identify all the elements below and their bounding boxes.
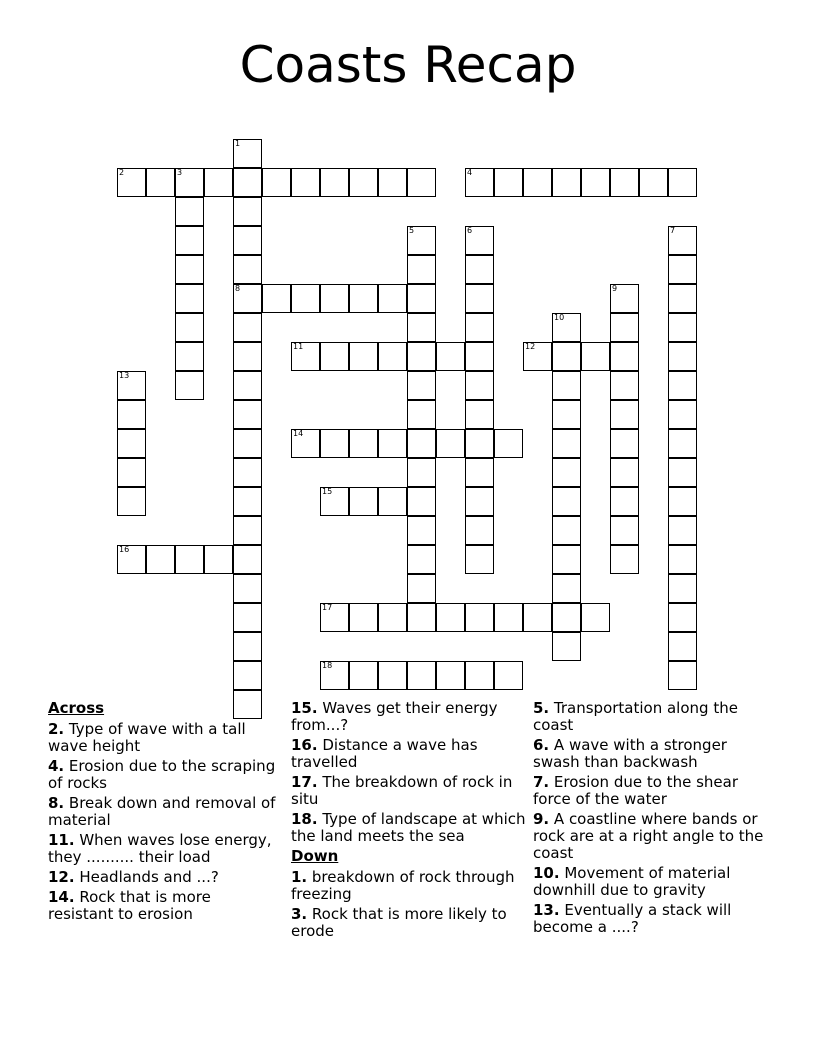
grid-cell[interactable]: [465, 661, 494, 690]
clue-text: Eventually a stack will become a ....?: [533, 901, 732, 936]
clue-text: Waves get their energy from...?: [291, 699, 498, 734]
grid-cell[interactable]: [668, 574, 697, 603]
grid-cell[interactable]: [552, 371, 581, 400]
clue-label: 8.: [48, 794, 65, 812]
across-clue: [48, 758, 278, 792]
grid-cell[interactable]: [407, 603, 436, 632]
grid-cell[interactable]: [668, 371, 697, 400]
down-clue: [533, 902, 773, 936]
grid-cell[interactable]: [610, 487, 639, 516]
grid-cell[interactable]: [552, 168, 581, 197]
grid-cell[interactable]: [378, 487, 407, 516]
grid-cell[interactable]: [378, 661, 407, 690]
grid-cell[interactable]: [378, 342, 407, 371]
grid-cell[interactable]: [233, 661, 262, 690]
grid-cell[interactable]: [552, 342, 581, 371]
grid-cell[interactable]: [668, 458, 697, 487]
grid-cell[interactable]: [320, 487, 349, 516]
clue-text: Type of wave with a tall wave height: [48, 720, 246, 755]
grid-cell[interactable]: [233, 284, 262, 313]
grid-cell[interactable]: [117, 168, 146, 197]
grid-cell[interactable]: [668, 284, 697, 313]
grid-cell[interactable]: [175, 168, 204, 197]
grid-cell[interactable]: [407, 458, 436, 487]
clue-label: 15.: [291, 699, 318, 717]
grid-cell[interactable]: [465, 168, 494, 197]
grid-cell[interactable]: [117, 400, 146, 429]
grid-cell[interactable]: [233, 603, 262, 632]
clue-number: 10: [554, 313, 565, 322]
clue-text: Erosion due to the shear force of the water: [533, 773, 738, 808]
grid-cell[interactable]: [523, 342, 552, 371]
clue-number: 12: [525, 342, 536, 351]
grid-cell[interactable]: [175, 545, 204, 574]
grid-cell[interactable]: [233, 139, 262, 168]
grid-cell[interactable]: [233, 516, 262, 545]
grid-cell[interactable]: [610, 342, 639, 371]
across-clue: [48, 795, 278, 829]
grid-cell[interactable]: [407, 516, 436, 545]
grid-cell[interactable]: [175, 371, 204, 400]
grid-cell[interactable]: [291, 284, 320, 313]
grid-cell[interactable]: [291, 342, 320, 371]
grid-cell[interactable]: [407, 313, 436, 342]
clue-label: 7.: [533, 773, 550, 791]
clue-label: 9.: [533, 810, 550, 828]
grid-cell[interactable]: [610, 313, 639, 342]
grid-cell[interactable]: [494, 661, 523, 690]
grid-cell[interactable]: [117, 487, 146, 516]
grid-cell[interactable]: [233, 226, 262, 255]
clue-label: 13.: [533, 901, 560, 919]
across-clue: [291, 811, 526, 845]
grid-cell[interactable]: [465, 603, 494, 632]
across-clue: [48, 832, 278, 866]
grid-cell[interactable]: [436, 603, 465, 632]
grid-cell[interactable]: [233, 632, 262, 661]
grid-cell[interactable]: [349, 342, 378, 371]
grid-cell[interactable]: [523, 603, 552, 632]
grid-cell[interactable]: [320, 429, 349, 458]
grid-cell[interactable]: [552, 458, 581, 487]
grid-cell[interactable]: [175, 255, 204, 284]
across-clue: [48, 889, 278, 923]
grid-cell[interactable]: [407, 255, 436, 284]
across-clues-part-1: [48, 721, 278, 923]
grid-cell[interactable]: [581, 168, 610, 197]
grid-cell[interactable]: [610, 458, 639, 487]
down-clues-part-1: [291, 869, 526, 940]
grid-cell[interactable]: [610, 371, 639, 400]
clue-text: Transportation along the coast: [533, 699, 738, 734]
grid-cell[interactable]: [610, 429, 639, 458]
grid-cell[interactable]: [552, 574, 581, 603]
clue-label: 12.: [48, 868, 75, 886]
clue-label: 17.: [291, 773, 318, 791]
across-clue: [48, 869, 278, 886]
grid-cell[interactable]: [204, 168, 233, 197]
grid-cell[interactable]: [465, 545, 494, 574]
down-heading: Down: [291, 847, 339, 865]
clue-text: The breakdown of rock in situ: [291, 773, 513, 808]
clue-label: 3.: [291, 905, 308, 923]
grid-cell[interactable]: [407, 429, 436, 458]
grid-cell[interactable]: [117, 429, 146, 458]
grid-cell[interactable]: [668, 487, 697, 516]
grid-cell[interactable]: [378, 603, 407, 632]
grid-cell[interactable]: [233, 313, 262, 342]
clue-number: 4: [467, 168, 473, 177]
clue-text: A coastline where bands or rock are at a right angle to the coast: [533, 810, 764, 862]
grid-cell[interactable]: [233, 487, 262, 516]
down-clue: [533, 811, 773, 862]
grid-cell[interactable]: [668, 429, 697, 458]
down-clue: [533, 700, 773, 734]
grid-cell[interactable]: [175, 284, 204, 313]
grid-cell[interactable]: [233, 371, 262, 400]
clues-column-2: [291, 700, 526, 943]
clue-number: 14: [293, 429, 304, 438]
grid-cell[interactable]: [465, 516, 494, 545]
grid-cell[interactable]: [552, 516, 581, 545]
clue-number: 1: [235, 139, 241, 148]
grid-cell[interactable]: [233, 429, 262, 458]
down-clue: [533, 774, 773, 808]
grid-cell[interactable]: [378, 284, 407, 313]
grid-cell[interactable]: [233, 342, 262, 371]
grid-cell[interactable]: [668, 603, 697, 632]
down-clue: [291, 906, 526, 940]
clue-number: 17: [322, 603, 333, 612]
grid-cell[interactable]: [610, 284, 639, 313]
grid-cell[interactable]: [378, 429, 407, 458]
grid-cell[interactable]: [465, 458, 494, 487]
grid-cell[interactable]: [146, 545, 175, 574]
clue-label: 14.: [48, 888, 75, 906]
grid-cell[interactable]: [407, 371, 436, 400]
clue-text: A wave with a stronger swash than backwash: [533, 736, 727, 771]
clue-label: 1.: [291, 868, 308, 886]
grid-cell[interactable]: [233, 574, 262, 603]
grid-cell[interactable]: [262, 168, 291, 197]
grid-cell[interactable]: [610, 400, 639, 429]
clue-number: 16: [119, 545, 130, 554]
grid-cell[interactable]: [320, 168, 349, 197]
clue-label: 6.: [533, 736, 550, 754]
clues-column-3: [533, 700, 773, 939]
grid-cell[interactable]: [465, 429, 494, 458]
grid-cell[interactable]: [465, 255, 494, 284]
clue-number: 2: [119, 168, 125, 177]
clue-text: When waves lose energy, they .......... their load: [48, 831, 272, 866]
grid-cell[interactable]: [378, 168, 407, 197]
clue-text: Rock that is more resistant to erosion: [48, 888, 211, 923]
grid-cell[interactable]: [117, 545, 146, 574]
grid-cell[interactable]: [407, 342, 436, 371]
grid-cell[interactable]: [175, 313, 204, 342]
clue-number: 18: [322, 661, 333, 670]
grid-cell[interactable]: [552, 429, 581, 458]
grid-cell[interactable]: [117, 458, 146, 487]
down-clues-part-2: [533, 700, 773, 936]
grid-cell[interactable]: [610, 545, 639, 574]
grid-cell[interactable]: [552, 632, 581, 661]
grid-cell[interactable]: [233, 545, 262, 574]
clue-label: 2.: [48, 720, 65, 738]
grid-cell[interactable]: [465, 400, 494, 429]
grid-cell[interactable]: [349, 168, 378, 197]
grid-cell[interactable]: [552, 545, 581, 574]
grid-cell[interactable]: [407, 574, 436, 603]
clue-number: 7: [670, 226, 676, 235]
grid-cell[interactable]: [668, 516, 697, 545]
grid-cell[interactable]: [320, 342, 349, 371]
grid-cell[interactable]: [668, 545, 697, 574]
grid-cell[interactable]: [465, 226, 494, 255]
grid-cell[interactable]: [639, 168, 668, 197]
clues-column-1: [48, 700, 278, 926]
grid-cell[interactable]: [668, 168, 697, 197]
grid-cell[interactable]: [175, 226, 204, 255]
grid-cell[interactable]: [349, 284, 378, 313]
grid-cell[interactable]: [233, 400, 262, 429]
grid-cell[interactable]: [175, 342, 204, 371]
clue-number: 5: [409, 226, 415, 235]
grid-cell[interactable]: [291, 168, 320, 197]
grid-cell[interactable]: [494, 168, 523, 197]
grid-cell[interactable]: [552, 603, 581, 632]
grid-cell[interactable]: [465, 313, 494, 342]
grid-cell[interactable]: [436, 661, 465, 690]
clue-number: 6: [467, 226, 473, 235]
grid-cell[interactable]: [407, 284, 436, 313]
grid-cell[interactable]: [610, 516, 639, 545]
puzzle-title: Coasts Recap: [239, 36, 577, 94]
grid-cell[interactable]: [581, 342, 610, 371]
clue-text: Distance a wave has travelled: [291, 736, 478, 771]
grid-cell[interactable]: [349, 661, 378, 690]
down-clue: [533, 737, 773, 771]
grid-cell[interactable]: [320, 603, 349, 632]
grid-cell[interactable]: [465, 284, 494, 313]
clue-number: 3: [177, 168, 183, 177]
grid-cell[interactable]: [233, 197, 262, 226]
grid-cell[interactable]: [465, 371, 494, 400]
across-clue: [291, 700, 526, 734]
clue-text: Rock that is more likely to erode: [291, 905, 507, 940]
grid-cell[interactable]: [320, 284, 349, 313]
grid-cell[interactable]: [407, 226, 436, 255]
grid-cell[interactable]: [233, 168, 262, 197]
grid-cell[interactable]: [407, 487, 436, 516]
grid-cell[interactable]: [407, 400, 436, 429]
grid-cell[interactable]: [668, 661, 697, 690]
clue-label: 18.: [291, 810, 318, 828]
clue-label: 16.: [291, 736, 318, 754]
across-heading: Across: [48, 699, 105, 717]
clue-text: Break down and removal of material: [48, 794, 276, 829]
grid-cell[interactable]: [407, 168, 436, 197]
clue-text: Headlands and ...?: [74, 868, 219, 886]
grid-cell[interactable]: [436, 342, 465, 371]
clue-number: 13: [119, 371, 130, 380]
grid-cell[interactable]: [523, 168, 552, 197]
clue-label: 10.: [533, 864, 560, 882]
grid-cell[interactable]: [291, 429, 320, 458]
grid-cell[interactable]: [610, 168, 639, 197]
clue-label: 4.: [48, 757, 65, 775]
clue-text: breakdown of rock through freezing: [291, 868, 515, 903]
grid-cell[interactable]: [668, 255, 697, 284]
grid-cell[interactable]: [407, 545, 436, 574]
grid-cell[interactable]: [233, 458, 262, 487]
down-clue: [291, 869, 526, 903]
grid-cell[interactable]: [465, 342, 494, 371]
clue-number: 15: [322, 487, 333, 496]
grid-cell[interactable]: [175, 197, 204, 226]
across-clue: [291, 774, 526, 808]
grid-cell[interactable]: [494, 603, 523, 632]
grid-cell[interactable]: [668, 342, 697, 371]
across-clue: [291, 737, 526, 771]
grid-cell[interactable]: [146, 168, 175, 197]
grid-cell[interactable]: [581, 603, 610, 632]
grid-cell[interactable]: [349, 429, 378, 458]
grid-cell[interactable]: [349, 487, 378, 516]
down-clue: [533, 865, 773, 899]
grid-cell[interactable]: [117, 371, 146, 400]
grid-cell[interactable]: [552, 487, 581, 516]
grid-cell[interactable]: [233, 255, 262, 284]
clue-label: 5.: [533, 699, 550, 717]
clue-text: Movement of material downhill due to gravity: [533, 864, 731, 899]
clue-text: Erosion due to the scraping of rocks: [48, 757, 276, 792]
grid-cell[interactable]: [349, 603, 378, 632]
grid-cell[interactable]: [668, 400, 697, 429]
grid-cell[interactable]: [465, 487, 494, 516]
clue-label: 11.: [48, 831, 75, 849]
clue-text: Type of landscape at which the land meets the sea: [291, 810, 526, 845]
across-clues-part-2: [291, 700, 526, 845]
clue-number: 9: [612, 284, 618, 293]
grid-cell[interactable]: [552, 400, 581, 429]
grid-cell[interactable]: [552, 313, 581, 342]
grid-cell[interactable]: [262, 284, 291, 313]
grid-cell[interactable]: [204, 545, 233, 574]
across-clue: [48, 721, 278, 755]
grid-cell[interactable]: [320, 661, 349, 690]
grid-cell[interactable]: [668, 632, 697, 661]
grid-cell[interactable]: [668, 226, 697, 255]
grid-cell[interactable]: [668, 313, 697, 342]
clue-number: 11: [293, 342, 304, 351]
grid-cell[interactable]: [494, 429, 523, 458]
clue-number: 8: [235, 284, 241, 293]
grid-cell[interactable]: [436, 429, 465, 458]
grid-cell[interactable]: [407, 661, 436, 690]
